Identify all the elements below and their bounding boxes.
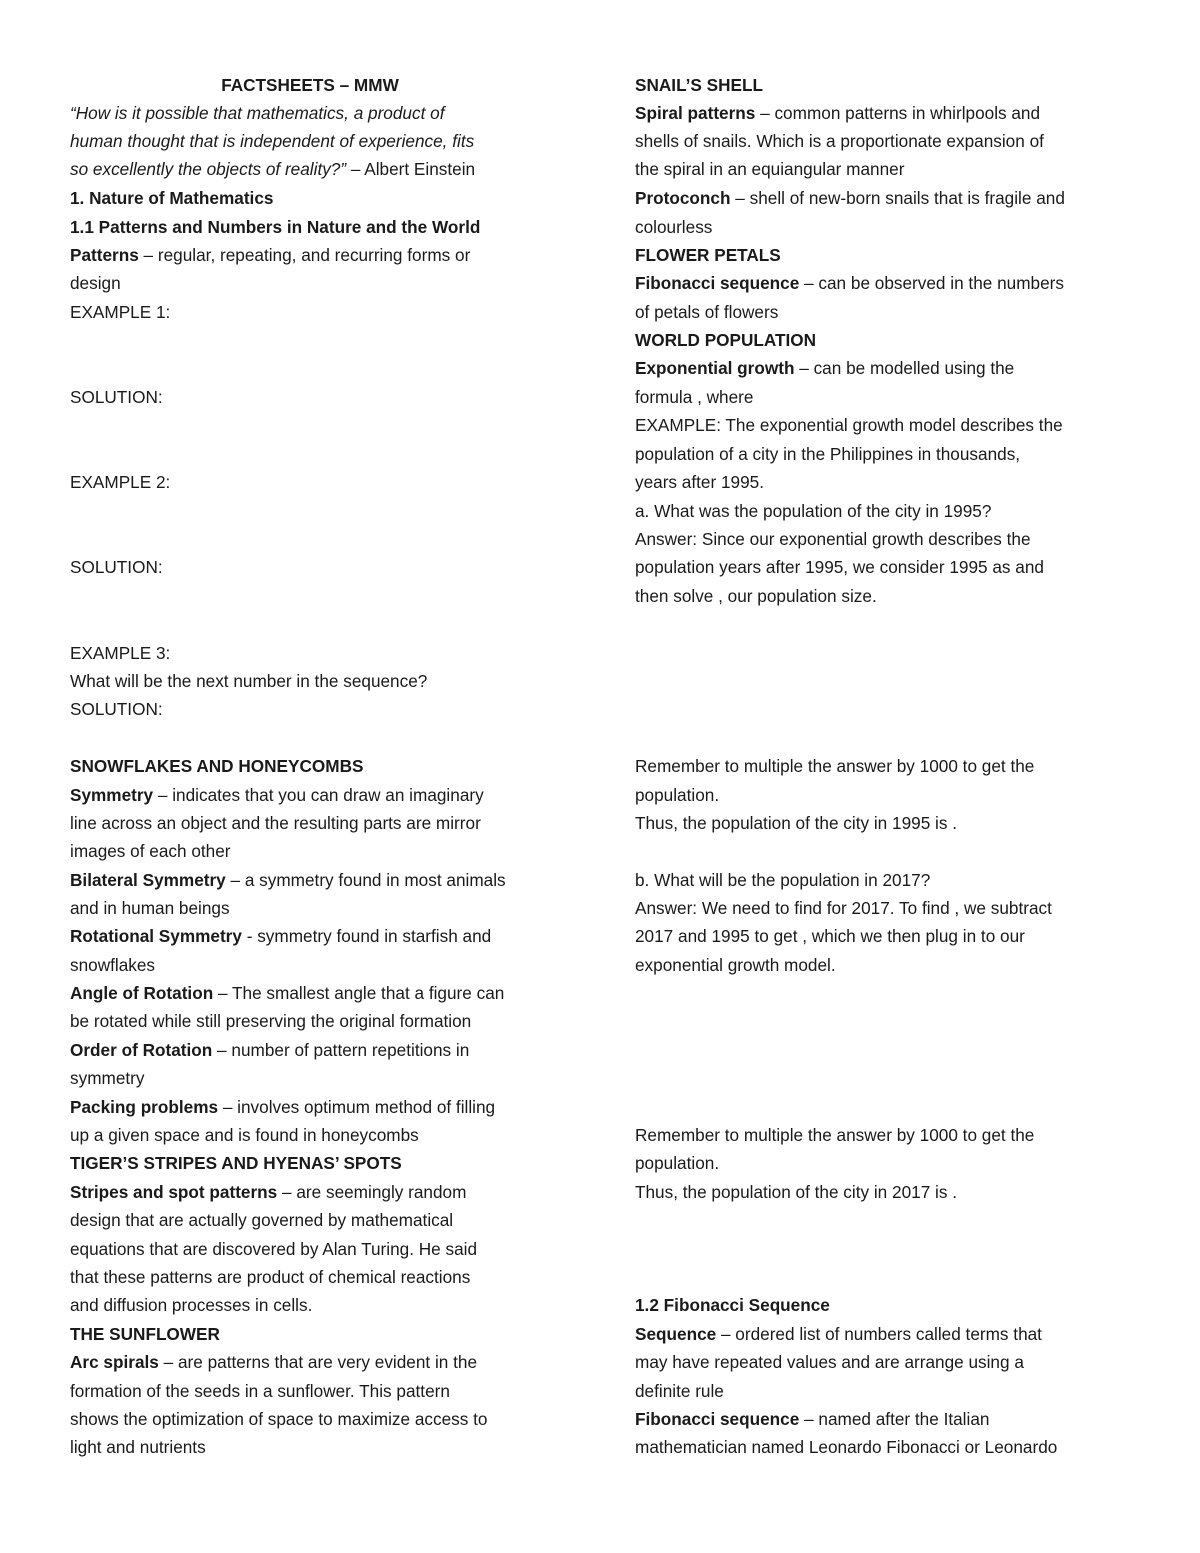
example-label: EXAMPLE 1: [70, 302, 171, 322]
subsection-heading: TIGER’S STRIPES AND HYENAS’ SPOTS [70, 1153, 402, 1173]
solution-label: SOLUTION: [70, 699, 163, 719]
definition-continued: and in human beings [70, 898, 230, 918]
definition-continued: of petals of flowers [635, 302, 779, 322]
quote-line: “How is it possible that mathematics, a product of [70, 103, 445, 123]
subsection-heading: SNOWFLAKES AND HONEYCOMBS [70, 756, 364, 776]
definition-sequence: Sequence – ordered list of numbers called terms that [635, 1324, 1042, 1344]
example-text: Answer: We need to find for 2017. To find , we subtract [635, 898, 1052, 918]
definition-continued: formula , where [635, 387, 754, 407]
definition-continued: up a given space and is found in honeycombs [70, 1125, 419, 1145]
definition-packing: Packing problems – involves optimum method of filling [70, 1097, 496, 1117]
definition-bilateral: Bilateral Symmetry – a symmetry found in most animals [70, 870, 506, 890]
definition-angle: Angle of Rotation – The smallest angle that a figure can [70, 983, 505, 1003]
note-text: Thus, the population of the city in 2017 is . [635, 1182, 957, 1202]
example-label: EXAMPLE 3: [70, 643, 171, 663]
example-text: b. What will be the population in 2017? [635, 870, 931, 890]
definition-continued: may have repeated values and are arrange using a [635, 1352, 1024, 1372]
quote-line: human thought that is independent of experience, fits [70, 131, 475, 151]
definition-patterns: Patterns – regular, repeating, and recurring forms or [70, 245, 471, 265]
section-heading: 1.1 Patterns and Numbers in Nature and the World [70, 217, 481, 237]
definition-continued: snowflakes [70, 955, 156, 975]
quote-line: so excellently the objects of reality?” – Albert Einstein [70, 159, 476, 179]
definition-protoconch: Protoconch – shell of new-born snails that is fragile and [635, 188, 1065, 208]
quote-author: – Albert Einstein [346, 159, 476, 179]
note-text: Remember to multiple the answer by 1000 to get the [635, 756, 1035, 776]
definition-continued: formation of the seeds in a sunflower. This pattern [70, 1381, 450, 1401]
example-text: EXAMPLE: The exponential growth model describes the [635, 415, 1063, 435]
example-text: 2017 and 1995 to get , which we then plug in to our [635, 926, 1025, 946]
definition-stripes: Stripes and spot patterns – are seemingly random [70, 1182, 467, 1202]
definition-continued: symmetry [70, 1068, 145, 1088]
definition-continued: and diffusion processes in cells. [70, 1295, 313, 1315]
definition-continued: shows the optimization of space to maximize access to [70, 1409, 488, 1429]
definition-continued: colourless [635, 217, 713, 237]
definition-continued: shells of snails. Which is a proportionate expansion of [635, 131, 1044, 151]
definition-continued: design that are actually governed by mathematical [70, 1210, 454, 1230]
note-text: Thus, the population of the city in 1995 is . [635, 813, 957, 833]
page-title: FACTSHEETS – MMW [221, 75, 399, 95]
example-text: a. What was the population of the city in 1995? [635, 501, 992, 521]
definition-continued: line across an object and the resulting parts are mirror [70, 813, 481, 833]
definition-continued: light and nutrients [70, 1437, 206, 1457]
definition-order: Order of Rotation – number of pattern repetitions in [70, 1040, 470, 1060]
example-text: population of a city in the Philippines in thousands, [635, 444, 1021, 464]
definition-continued: that these patterns are product of chemical reactions [70, 1267, 471, 1287]
section-heading: 1. Nature of Mathematics [70, 188, 274, 208]
example-label: EXAMPLE 2: [70, 472, 171, 492]
example-text: Answer: Since our exponential growth describes the [635, 529, 1031, 549]
subsection-heading: THE SUNFLOWER [70, 1324, 220, 1344]
note-text: Remember to multiple the answer by 1000 to get the [635, 1125, 1035, 1145]
definition-continued: images of each other [70, 841, 231, 861]
example-question: What will be the next number in the sequence? [70, 671, 428, 691]
example-text: population years after 1995, we consider 1995 as and [635, 557, 1044, 577]
definition-continued: the spiral in an equiangular manner [635, 159, 905, 179]
definition-exponential: Exponential growth – can be modelled using the [635, 358, 1015, 378]
note-text: population. [635, 785, 720, 805]
definition-continued: definite rule [635, 1381, 724, 1401]
definition-arc-spirals: Arc spirals – are patterns that are very evident in the [70, 1352, 478, 1372]
definition-fibonacci-2: Fibonacci sequence – named after the Italian [635, 1409, 990, 1429]
note-text: population. [635, 1153, 720, 1173]
solution-label: SOLUTION: [70, 557, 163, 577]
definition-continued: equations that are discovered by Alan Turing. He said [70, 1239, 478, 1259]
subsection-heading: WORLD POPULATION [635, 330, 817, 350]
definition-spiral: Spiral patterns – common patterns in whirlpools and [635, 103, 1041, 123]
definition-continued: be rotated while still preserving the original formation [70, 1011, 472, 1031]
section-heading: 1.2 Fibonacci Sequence [635, 1295, 830, 1315]
definition-rotational: Rotational Symmetry - symmetry found in starfish and [70, 926, 492, 946]
solution-label: SOLUTION: [70, 387, 163, 407]
example-text: exponential growth model. [635, 955, 836, 975]
definition-continued: design [70, 273, 121, 293]
definition-fibonacci: Fibonacci sequence – can be observed in the numbers [635, 273, 1064, 293]
definition-symmetry: Symmetry – indicates that you can draw an imaginary [70, 785, 484, 805]
example-text: then solve , our population size. [635, 586, 877, 606]
subsection-heading: SNAIL’S SHELL [635, 75, 763, 95]
subsection-heading: FLOWER PETALS [635, 245, 781, 265]
definition-continued: mathematician named Leonardo Fibonacci or Leonardo [635, 1437, 1058, 1457]
example-text: years after 1995. [635, 472, 764, 492]
